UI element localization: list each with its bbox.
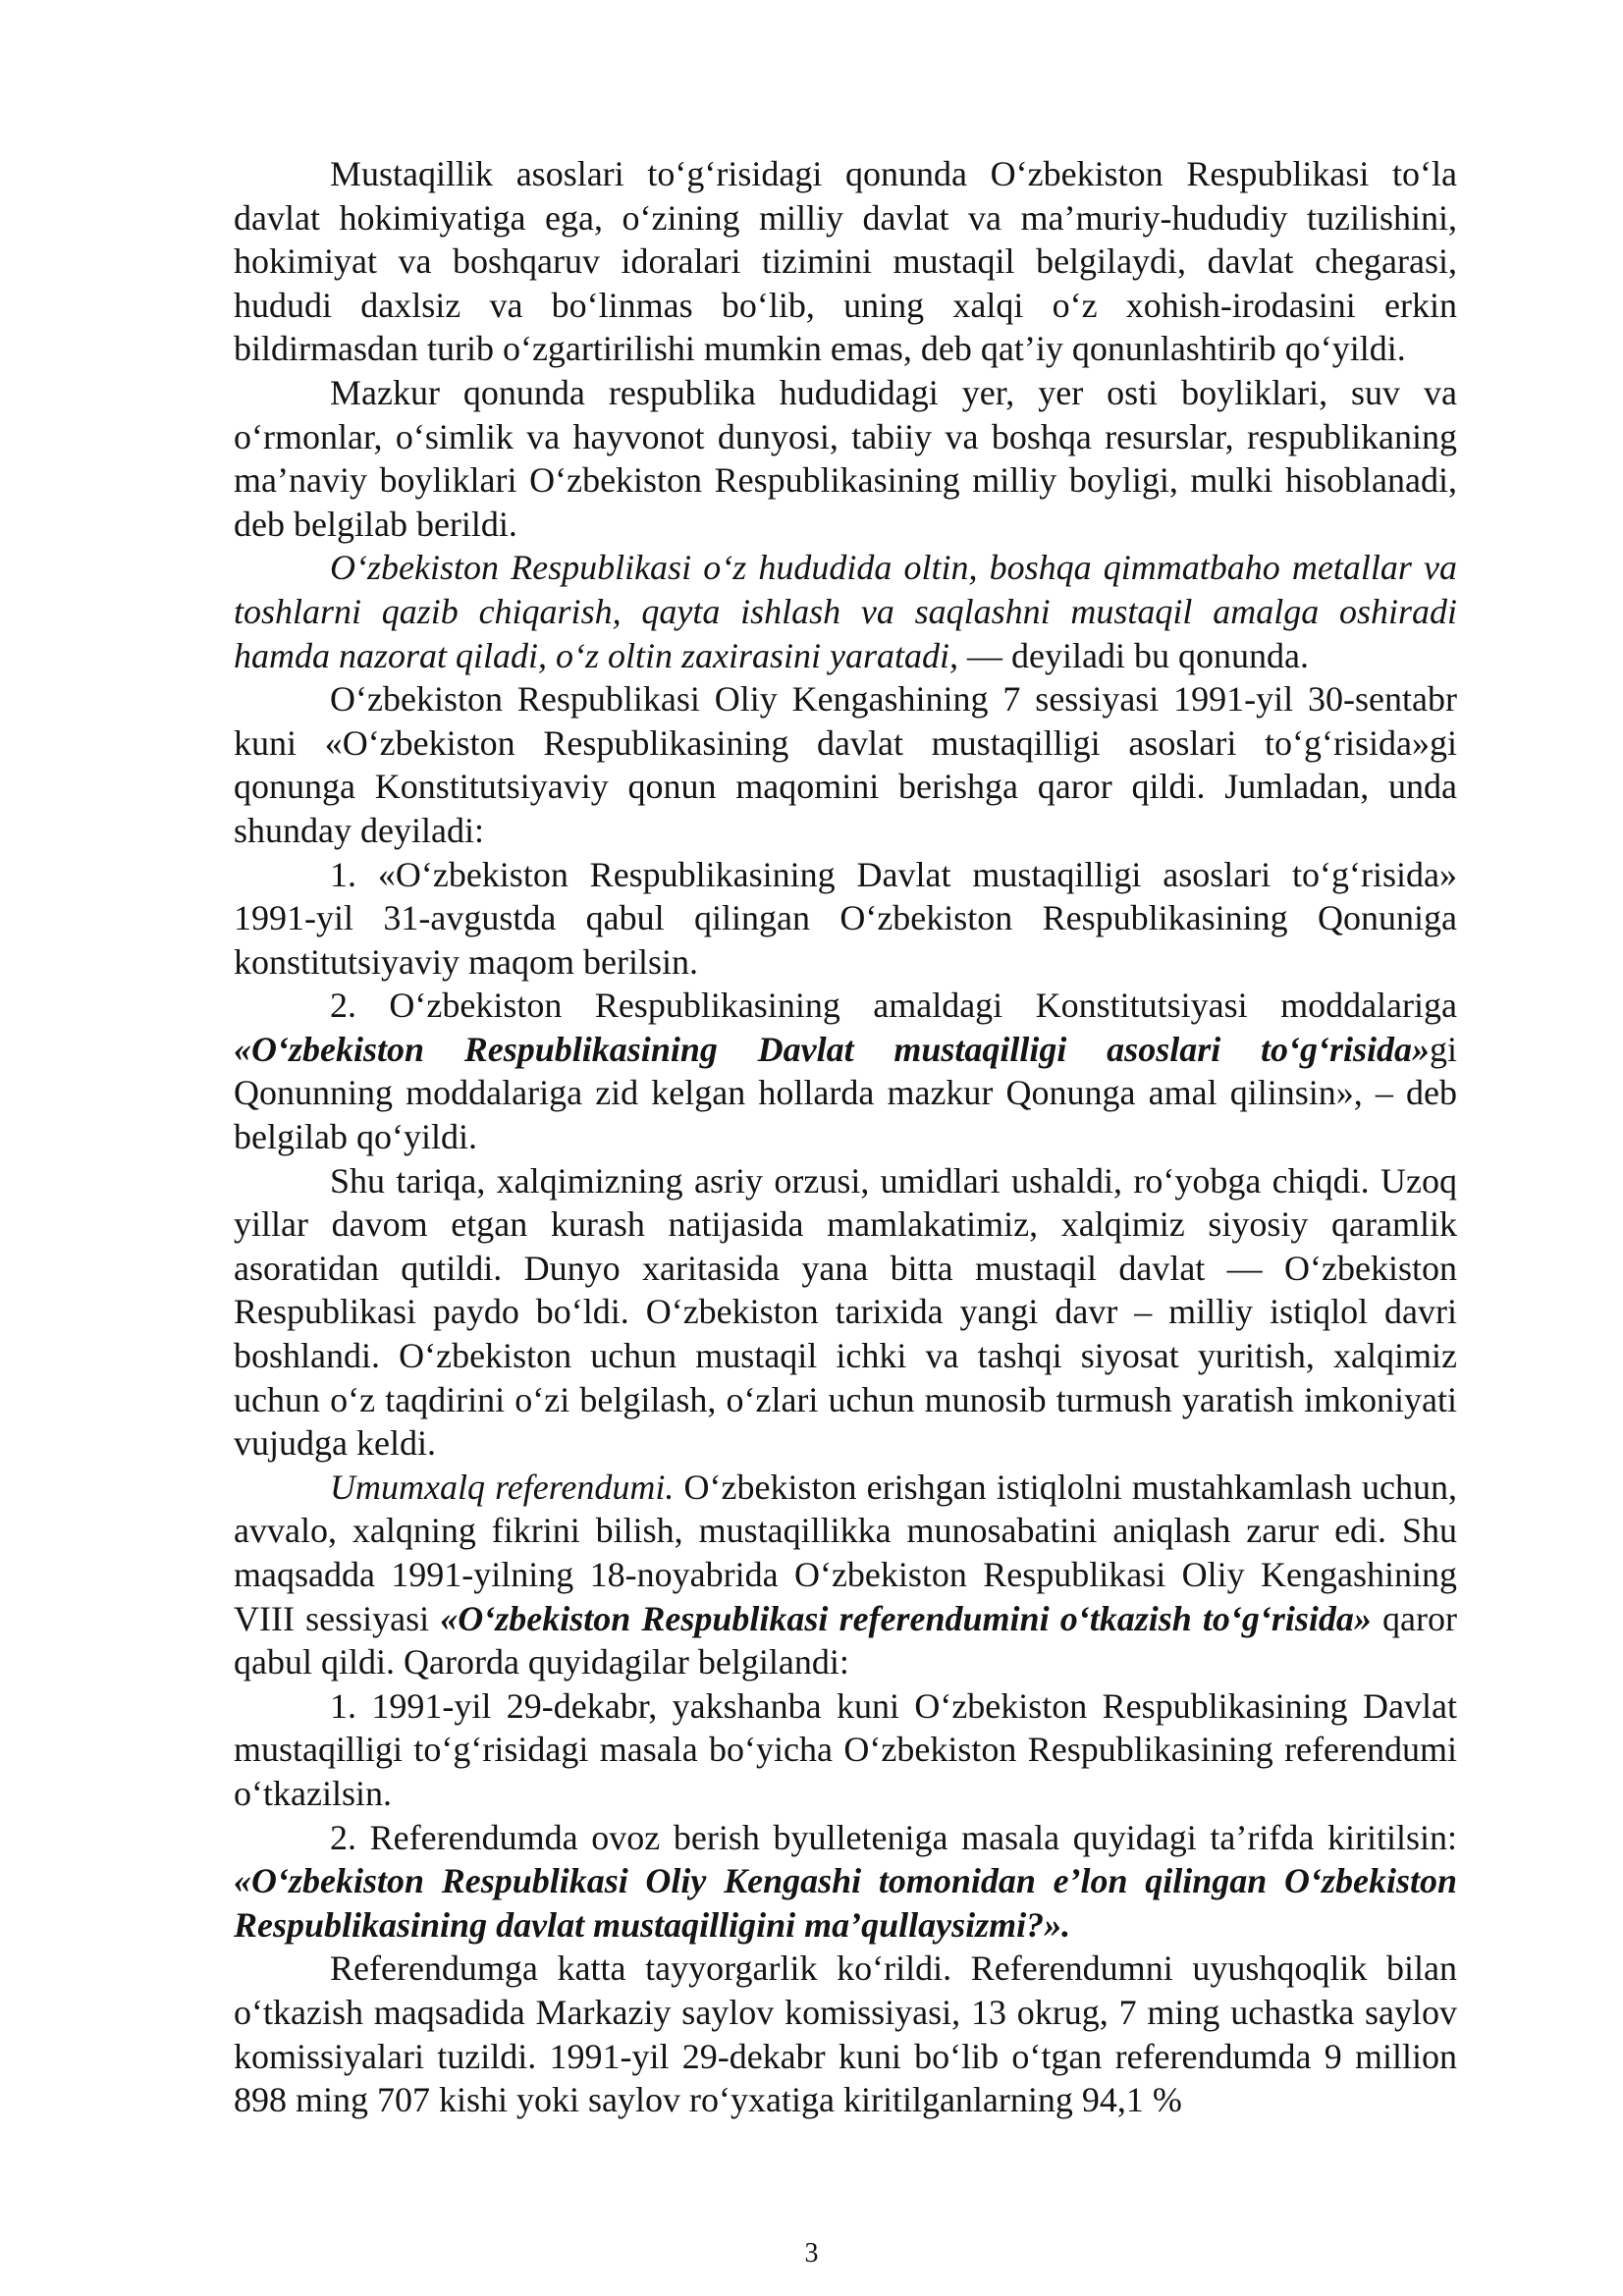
paragraph-supreme-council-session: [234, 677, 1457, 852]
bold-italic-law-title: «O‘zbekiston Respublikasining Davlat mustaqilligi asoslari to‘g‘risida»: [234, 1029, 1430, 1069]
italic-quote: O‘zbekiston Respublikasi o‘z hududida oltin, boshqa qimmatbaho metallar va toshlarni qazib chiqarish, qayta ishlash va saqlashni mustaqil amalga oshiradi hamda nazorat qiladi, o‘z oltin zaxirasini yaratadi,: [234, 548, 1457, 675]
paragraph-national-wealth: [234, 371, 1457, 546]
section-heading-italic: Umumxalq referendumi.: [330, 1467, 675, 1507]
paragraph-text: Mazkur qonunda respublika hududidagi yer, yer osti boyliklari, suv va o‘rmonlar, o‘simlik va hayvonot dunyosi, tabiiy va boshqa resurslar, respublikaning ma’naviy boyliklari O‘zbekiston Respublikasining milliy boyligi, mulki hisoblanadi, deb belgilab berildi.: [234, 372, 1457, 544]
paragraph-item-1: [234, 853, 1457, 985]
paragraph-text: Shu tariqa, xalqimizning asriy orzusi, umidlari ushaldi, ro‘yobga chiqdi. Uzoq yillar davom etgan kurash natijasida mamlakatimiz, xalqimiz siyosiy qaramlik asoratidan qutildi. Dunyo xaritasida yana bitta mustaqil davlat — O‘zbekiston Respublikasi paydo bo‘ldi. O‘zbekiston tarixida yangi davr – milliy istiqlol davri boshlandi. O‘zbekiston uchun mustaqil ichki va tashqi siyosat yuritish, xalqimiz uchun o‘z taqdirini o‘zi belgilash, o‘zlari uchun munosib turmush yaratish imkoniyati vujudga keldi.: [234, 1160, 1457, 1464]
paragraph-gold-reserves: [234, 546, 1457, 677]
page-body: [234, 152, 1457, 2122]
paragraph-text: 1. «O‘zbekiston Respublikasining Davlat mustaqilligi asoslari to‘g‘risida» 1991-yil 31-avgustda qabul qilingan O‘zbekiston Respublikasining Qonuniga konstitutsiyaviy maqom berilsin.: [234, 854, 1457, 982]
paragraph-item-2: [234, 984, 1457, 1158]
paragraph-independence-law: [234, 152, 1457, 371]
paragraph-text: gi Qonunning moddalariga zid kelgan hollarda mazkur Qonunga amal qilinsin», – deb belgilab qo‘yildi.: [234, 1029, 1457, 1157]
paragraph-text: — deyiladi bu qonunda.: [958, 635, 1309, 675]
paragraph-text: Referendumga katta tayyorgarlik ko‘rildi. Referendumni uyushqoqlik bilan o‘tkazish maqsadida Markaziy saylov komissiyasi, 13 okrug, 7 ming uchastka saylov komissiyalari tuzildi. 1991-yil 29-dekabr kuni bo‘lib o‘tgan referendumda 9 million 898 ming 707 kishi yoki saylov ro‘yxatiga kiritilganlarning 94,1 %: [234, 1949, 1457, 2120]
paragraph-text: 2. O‘zbekiston Respublikasining amaldagi Konstitutsiyasi moddalariga: [330, 986, 1457, 1026]
paragraph-text: 1. 1991-yil 29-dekabr, yakshanba kuni O‘zbekiston Respublikasining Davlat mustaqilligi to‘g‘risidagi masala bo‘yicha O‘zbekiston Respublikasining referendumi o‘tkazilsin.: [234, 1685, 1457, 1813]
paragraph-text: O‘zbekiston Respublikasi Oliy Kengashining 7 sessiyasi 1991-yil 30-sentabr kuni «O‘zbekiston Respublikasining davlat mustaqilligi asoslari to‘g‘risida»gi qonunga Konstitutsiyaviy qonun maqomini berishga qaror qildi. Jumladan, unda shunday deyiladi:: [234, 679, 1457, 850]
paragraph-new-era: [234, 1159, 1457, 1466]
paragraph-referendum-results: [234, 1947, 1457, 2121]
paragraph-decision-1: [234, 1684, 1457, 1816]
paragraph-text: qaror qabul qildi. Qarorda quyidagilar belgilandi:: [234, 1598, 1457, 1682]
paragraph-text: Mustaqillik asoslari to‘g‘risidagi qonunda O‘zbekiston Respublikasi to‘la davlat hokimiyatiga ega, o‘zining milliy davlat va ma’muriy-hududiy tuzilishini, hokimiyat va boshqaruv idoralari tizimini mustaqil belgilaydi, davlat chegarasi, hududi daxlsiz va bo‘linmas bo‘lib, uning xalqi o‘z xohish-irodasini erkin bildirmasdan turib o‘zgartirilishi mumkin emas, deb qat’iy qonunlashtirib qo‘yildi.: [234, 154, 1457, 369]
bold-italic-resolution-title: «O‘zbekiston Respublikasi referendumini o‘tkazish to‘g‘risida»: [440, 1598, 1372, 1638]
paragraph-text: 2. Referendumda ovoz berish byulleteniga masala quyidagi ta’rifda kiritilsin:: [330, 1817, 1457, 1857]
page-number: 3: [804, 2238, 819, 2269]
bold-italic-ballot-question: «O‘zbekiston Respublikasi Oliy Kengashi tomonidan e’lon qilingan O‘zbekiston Respublikasining davlat mustaqilligini ma’qullaysizmi?».: [234, 1861, 1457, 1945]
paragraph-referendum: [234, 1466, 1457, 1684]
paragraph-text: O‘zbekiston erishgan istiqlolni mustahkamlash uchun, avvalo, xalqning fikrini bilish, mustaqillikka munosabatini aniqlash zarur edi. Shu maqsadda 1991-yilning 18-noyabrida O‘zbekiston Respublikasi Oliy Kengashining VIII sessiyasi: [234, 1467, 1457, 1638]
paragraph-decision-2: [234, 1816, 1457, 1948]
